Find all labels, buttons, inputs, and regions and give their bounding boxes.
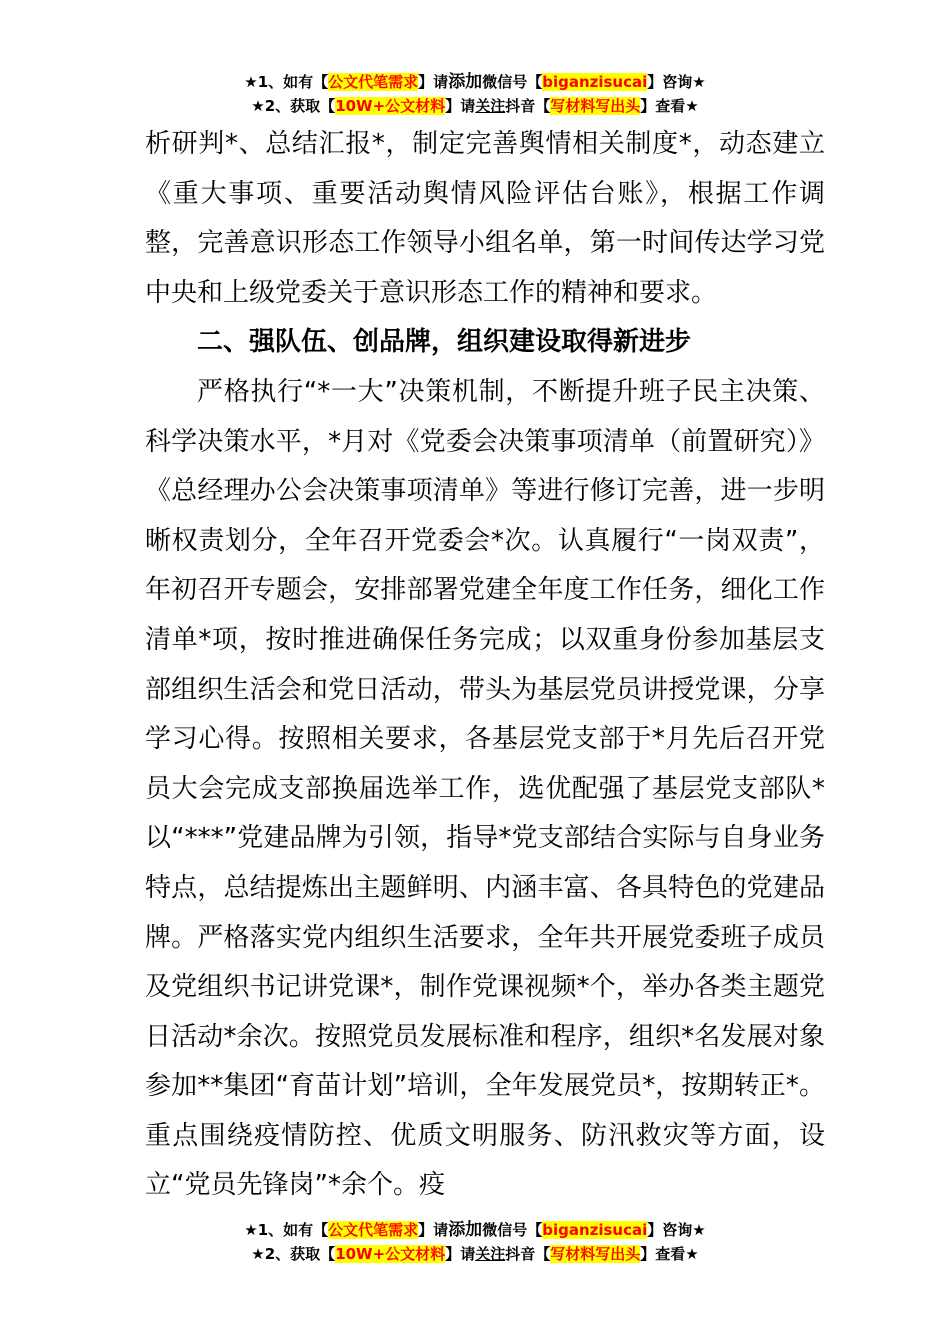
banner-highlight-service: 公文代笔需求 bbox=[328, 73, 419, 91]
banner-highlight-service: 公文代笔需求 bbox=[328, 1221, 419, 1239]
paragraph-organization: 严格执行“*一大”决策机制，不断提升班子民主决策、科学决策水平，*月对《党委会决策事项清单（前置研究）》《总经理办公会决策事项清单》等进行修订完善，进一步明晰权责划分，全年召开党委会*次。认真履行“一岗双责”，年初召开专题会，安排部署党建全年度工作任务，细化工作清单*项，按时推进确保任务完成；以双重身份参加基层支部组织生活会和党日活动，带头为基层党员讲授党课，分享学习心得。按照相关要求，各基层党支部于*月先后召开党员大会完成支部换届选举工作，选优配强了基层党支部队*以“***”党建品牌为引领，指导*党支部结合实际与自身业务特点，总结提炼出主题鲜明、内涵丰富、各具特色的党建品牌。严格落实党内组织生活要求，全年共开展党委班子成员及党组织书记讲党课*，制作党课视频*个，举办各类主题党日活动*余次。按照党员发展标准和程序，组织*名发展对象参加**集团“育苗计划”培训，全年发展党员*，按期转正*。重点围绕疫情防控、优质文明服务、防汛救灾等方面，设立“党员先锋岗”*余个。疫 bbox=[145, 376, 825, 1201]
banner-text: 】请 bbox=[418, 73, 449, 91]
banner-text: 抖音【 bbox=[505, 1245, 551, 1263]
banner-text: 】请 bbox=[445, 97, 476, 115]
banner-text: ★1、如有【 bbox=[244, 73, 329, 91]
banner-text: 】查看★ bbox=[640, 1245, 699, 1263]
banner-text: ★2、获取【 bbox=[251, 97, 336, 115]
paragraph-continued: 析研判*、总结汇报*，制定完善舆情相关制度*，动态建立《重大事项、重要活动舆情风险评估台账》，根据工作调整，完善意识形态工作领导小组名单，第一时间传达学习党中央和上级党委关于意识形态工作的精神和要求。 bbox=[145, 129, 825, 308]
banner-text: 】咨询★ bbox=[647, 1221, 706, 1239]
banner-highlight-wechat-id: biganzisucai bbox=[542, 73, 648, 91]
banner-highlight-douyin-id: 写材料写出头 bbox=[550, 1245, 641, 1263]
banner-text: ★1、如有【 bbox=[244, 1221, 329, 1239]
footer-banner bbox=[0, 1218, 950, 1266]
banner-text-add: 添加 bbox=[448, 72, 483, 92]
banner-text: ★2、获取【 bbox=[251, 1245, 336, 1263]
footer-banner-line-2 bbox=[0, 1242, 950, 1266]
section-heading-2: 二、强队伍、创品牌，组织建设取得新进步 bbox=[197, 327, 692, 358]
document-body bbox=[145, 120, 825, 1211]
banner-highlight-douyin-id: 写材料写出头 bbox=[550, 97, 641, 115]
banner-text: 抖音【 bbox=[505, 97, 551, 115]
banner-text-follow: 关注 bbox=[475, 1245, 506, 1263]
footer-banner-line-1 bbox=[0, 1218, 950, 1242]
banner-text-add: 添加 bbox=[448, 1220, 483, 1240]
banner-text: 微信号【 bbox=[482, 73, 543, 91]
banner-highlight-materials: 10W+公文材料 bbox=[335, 1245, 446, 1263]
banner-text: 】请 bbox=[445, 1245, 476, 1263]
header-banner bbox=[0, 70, 950, 118]
banner-text: 】查看★ bbox=[640, 97, 699, 115]
banner-highlight-materials: 10W+公文材料 bbox=[335, 97, 446, 115]
header-banner-line-2 bbox=[0, 94, 950, 118]
banner-text: 微信号【 bbox=[482, 1221, 543, 1239]
banner-text: 】请 bbox=[418, 1221, 449, 1239]
banner-text: 】咨询★ bbox=[647, 73, 706, 91]
header-banner-line-1 bbox=[0, 70, 950, 94]
banner-text-follow: 关注 bbox=[475, 97, 506, 115]
banner-highlight-wechat-id: biganzisucai bbox=[542, 1221, 648, 1239]
